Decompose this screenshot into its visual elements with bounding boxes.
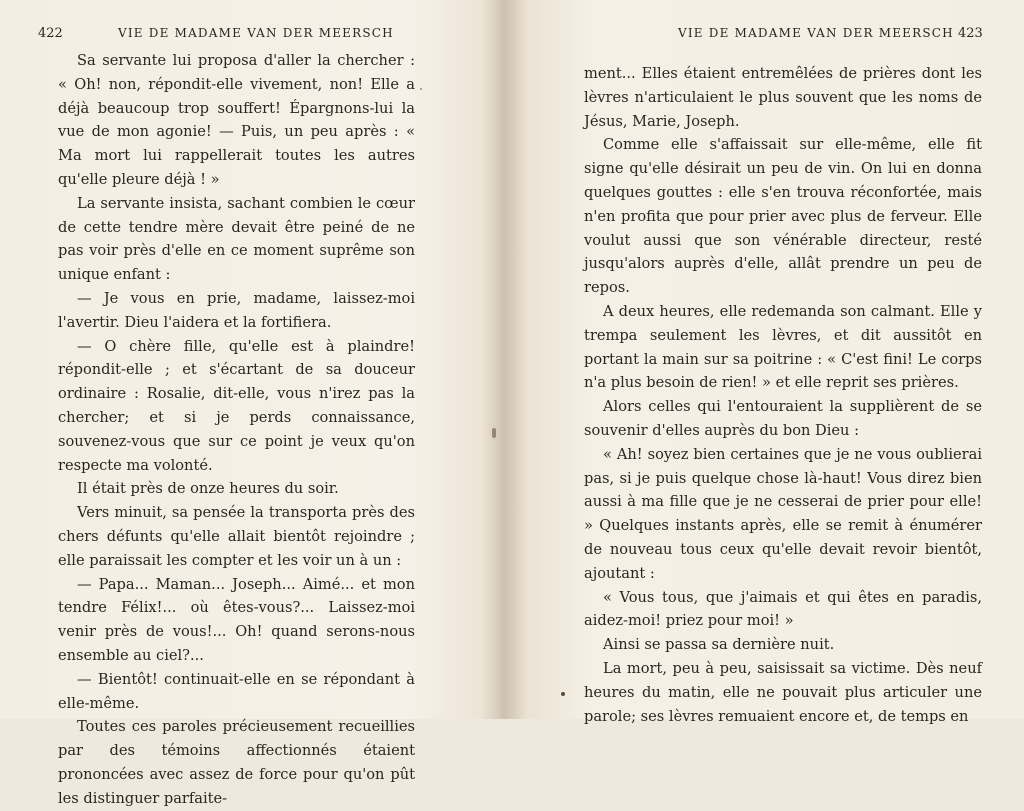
- left-page-body: [58, 49, 415, 811]
- paragraph: Ainsi se passa sa dernière nuit.: [603, 636, 835, 654]
- left-running-header: [0, 26, 490, 46]
- paragraph: Toutes ces paroles précieusement recueillies par des témoins affectionnés étaient prononcées avec assez de force pour qu'on pût les distinguer parfaite-: [58, 718, 415, 807]
- paragraph: Il était près de onze heures du soir.: [77, 480, 339, 498]
- right-page: [530, 0, 1024, 725]
- right-running-head-title: VIE DE MADAME VAN DER MEERSCH: [678, 26, 954, 40]
- paragraph: A deux heures, elle redemanda son calmant. Elle y trempa seulement les lèvres, et dit aussitôt en portant la main sur sa poitrine : « C'est fini! Le corps n'a plus besoin de rien! » et elle reprit ses prières.: [584, 302, 982, 392]
- ink-speck: [420, 88, 422, 90]
- paragraph: Comme elle s'affaissait sur elle-même, elle fit signe qu'elle désirait un peu de vin. On lui en donna quelques gouttes : elle s'en trouva réconfortée, mais n'en profita que pour prier avec plus de ferveur. Elle voulut aussi que son vénérable directeur, resté jusqu'alors auprès d'elle, allât prendre un peu de repos.: [584, 136, 982, 297]
- ink-speck: [492, 428, 496, 438]
- continuation-paragraph: ment... Elles étaient entremêlées de prières dont les lèvres n'articulaient le plus souvent que les noms de Jésus, Marie, Joseph.: [584, 65, 982, 130]
- paragraph: « Ah! soyez bien certaines que je ne vous oublierai pas, si je puis quelque chose là-haut! Vous direz bien aussi à ma fille que je ne cesserai de prier pour elle! » Quelques instants après, elle se remit à énumérer de nouveau tous ceux qu'elle devait revoir bientôt, ajoutant :: [584, 445, 982, 582]
- left-running-head-title: VIE DE MADAME VAN DER MEERSCH: [118, 26, 394, 40]
- paragraph: La servante insista, sachant combien le cœur de cette tendre mère devait être peiné de ne pas voir près d'elle en ce moment suprême son unique enfant :: [58, 194, 415, 284]
- paragraph: La mort, peu à peu, saisissait sa victime. Dès neuf heures du matin, elle ne pouvait plus articuler une parole; ses lèvres remuaient encore et, de temps en: [584, 659, 982, 725]
- paragraph: — Bientôt! continuait-elle en se répondant à elle-même.: [58, 670, 415, 712]
- paragraph: Alors celles qui l'entouraient la supplièrent de se souvenir d'elles auprès du bon Dieu :: [584, 398, 982, 439]
- left-page-number: 422: [38, 26, 63, 41]
- left-page: [0, 0, 490, 807]
- paragraph: « Vous tous, que j'aimais et qui êtes en paradis, aidez-moi! priez pour moi! »: [584, 588, 982, 630]
- paragraph: — Papa... Maman... Joseph... Aimé... et mon tendre Félix!... où êtes-vous?... Laissez-moi venir près de vous!... Oh! quand serons-nous ensemble au ciel?...: [58, 575, 415, 664]
- ink-speck: [561, 692, 565, 696]
- paragraph: — Je vous en prie, madame, laissez-moi l'avertir. Dieu l'aidera et la fortifiera.: [58, 289, 415, 331]
- paragraph: — O chère fille, qu'elle est à plaindre! répondit-elle ; et s'écartant de sa douceur ordinaire : Rosalie, dit-elle, vous n'irez pas la chercher; et si je perds connaissance, souvenez-vous que sur ce point je veux qu'on respecte ma volonté.: [58, 337, 415, 474]
- right-page-body: [584, 62, 982, 728]
- paragraph: Vers minuit, sa pensée la transporta près des chers défunts qu'elle allait bientôt rejoindre ; elle paraissait les compter et les voir un à un :: [58, 504, 415, 569]
- right-page-number: 423: [958, 26, 983, 41]
- right-running-header: [530, 26, 1024, 46]
- paragraph: Sa servante lui proposa d'aller la chercher : « Oh! non, répondit-elle vivement, non! Elle a déjà beaucoup trop souffert! Épargnons-lui la vue de mon agonie! — Puis, un peu après : « Ma mort lui rappellerait toutes les autres qu'elle pleure déjà ! »: [58, 52, 415, 188]
